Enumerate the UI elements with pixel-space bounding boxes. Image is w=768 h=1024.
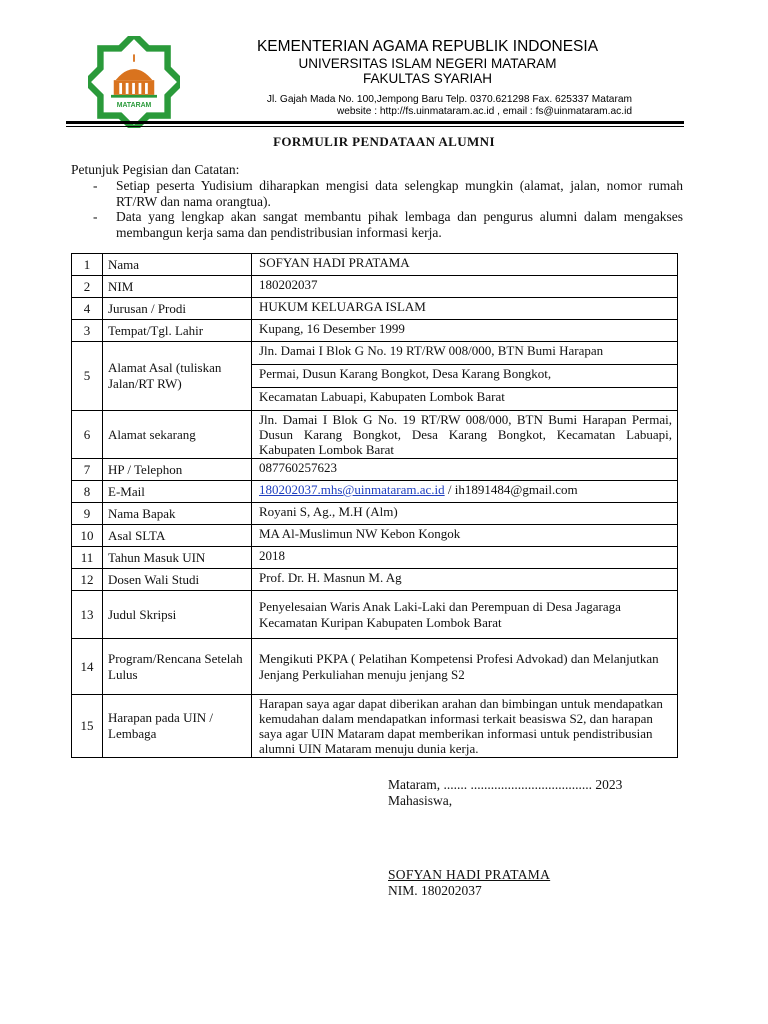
university-name: UNIVERSITAS ISLAM NEGERI MATARAM [298,56,557,71]
field-label: Asal SLTA [103,525,252,547]
address-line: Permai, Dusun Karang Bongkot, Desa Karang Bongkot, [252,365,677,388]
field-label: Harapan pada UIN / Lembaga [103,695,252,758]
field-label: Nama [103,254,252,276]
row-number: 4 [72,298,103,320]
signer-nim: NIM. 180202037 [388,883,482,898]
row-number: 3 [72,320,103,342]
row-number: 15 [72,695,103,758]
row-number: 10 [72,525,103,547]
instruction-text: Setiap peserta Yudisium diharapkan mengisi data selengkap mungkin (alamat, jalan, nomor rumah RT/RW dan nama orangtua). [116,178,683,209]
row-number: 1 [72,254,103,276]
row-number: 11 [72,547,103,569]
table-row [72,503,678,525]
letterhead [215,38,640,118]
letterhead-rule-thick [66,121,684,124]
row-number: 12 [72,569,103,591]
field-value-jurusan: HUKUM KELUARGA ISLAM [252,298,678,320]
field-label: Nama Bapak [103,503,252,525]
instructions-list [71,178,683,240]
table-row [72,547,678,569]
field-value-email [252,481,678,503]
field-label: E-Mail [103,481,252,503]
field-label: Tempat/Tgl. Lahir [103,320,252,342]
instruction-item [71,209,683,240]
field-value-alamat-sekarang: Jln. Damai I Blok G No. 19 RT/RW 008/000, BTN Bumi Harapan Permai, Dusun Karang Bongkot, Desa Karang Bongkot, Kecamatan Labuapi, Kabupaten Lombok Barat [252,411,678,459]
instruction-text: Data yang lengkap akan sangat membantu pihak lembaga dan pengurus alumni dalam mengakses membangun kerja sama dan pendistribusian informasi kerja. [116,209,683,240]
field-label: Tahun Masuk UIN [103,547,252,569]
letterhead-rule-thin [66,126,684,127]
row-number: 7 [72,459,103,481]
logo-text: MATARAM [116,101,152,109]
signer-name: SOFYAN HADI PRATAMA [388,867,551,882]
address-line: Kecamatan Labuapi, Kabupaten Lombok Barat [259,389,505,404]
table-row [72,695,678,758]
bullet-dash: - [93,178,98,193]
instruction-item [71,178,683,209]
field-value-alamat-asal [252,342,678,411]
field-value-nama: SOFYAN HADI PRATAMA [252,254,678,276]
field-value-dosen: Prof. Dr. H. Masnun M. Ag [252,569,678,591]
field-value-ttl: Kupang, 16 Desember 1999 [252,320,678,342]
field-value-tahun-masuk: 2018 [252,547,678,569]
field-value-hp: 087760257623 [252,459,678,481]
field-value-slta: MA Al-Muslimun NW Kebon Kongok [252,525,678,547]
table-row [72,639,678,695]
table-row [72,481,678,503]
table-row [72,525,678,547]
table-row [72,320,678,342]
row-number: 9 [72,503,103,525]
field-value-rencana: Mengikuti PKPA ( Pelatihan Kompetensi Profesi Advokad) dan Melanjutkan Jenjang Perkuliahan menuju jenjang S2 [252,639,678,695]
row-number: 6 [72,411,103,459]
field-label: Alamat sekarang [103,411,252,459]
table-row [72,298,678,320]
signature-block [388,777,622,899]
field-value-skripsi: Penyelesaian Waris Anak Laki-Laki dan Perempuan di Desa Jagaraga Kecamatan Kuripan Kabupaten Lombok Barat [252,591,678,639]
table-row [72,459,678,481]
ministry-name: KEMENTERIAN AGAMA REPUBLIK INDONESIA [256,38,599,55]
field-label: NIM [103,276,252,298]
row-number: 8 [72,481,103,503]
field-value-nim: 180202037 [252,276,678,298]
address-line: Jln. Damai I Blok G No. 19 RT/RW 008/000, BTN Bumi Harapan [252,342,677,365]
field-value-bapak: Royani S, Ag., M.H (Alm) [252,503,678,525]
website-line: website : http://fs.uinmataram.ac.id , email : fs@uinmataram.ac.id [336,106,632,117]
field-label: Program/Rencana Setelah Lulus [103,639,252,695]
field-label: Alamat Asal (tuliskan Jalan/RT RW) [103,342,252,411]
field-label: Judul Skripsi [103,591,252,639]
table-row [72,276,678,298]
field-value-harapan: Harapan saya agar dapat diberikan arahan dan bimbingan untuk mendapatkan kemudahan dalam mendapatkan informasi terkait beasiswa S2, dan harapan saya agar UIN Mataram dapat memberikan informasi untuk pendistribusian alumni UIN Mataram menuju dunia kerja. [252,695,678,758]
row-number: 14 [72,639,103,695]
field-label: Dosen Wali Studi [103,569,252,591]
bullet-dash: - [93,209,98,224]
table-row [72,591,678,639]
form-title: FORMULIR PENDATAAN ALUMNI [273,134,495,149]
address-line: Jl. Gajah Mada No. 100,Jempong Baru Telp. 0370.621298 Fax. 625337 Mataram [266,94,632,105]
row-number: 13 [72,591,103,639]
faculty-name: FAKULTAS SYARIAH [362,71,493,86]
table-row [72,569,678,591]
table-row [72,342,678,411]
row-number: 5 [72,342,103,411]
row-number: 2 [72,276,103,298]
email-alt: / ih1891484@gmail.com [444,482,578,497]
university-logo-icon [88,36,180,128]
table-row [72,254,678,276]
alumni-data-table [71,253,678,758]
field-label: HP / Telephon [103,459,252,481]
email-link[interactable]: 180202037.mhs@uinmataram.ac.id [259,482,445,497]
signer-role: Mahasiswa, [388,793,453,808]
place-date: Mataram, ....... .................................... 2023 [388,777,623,792]
instructions-heading: Petunjuk Pegisian dan Catatan: [71,162,240,177]
field-label: Jurusan / Prodi [103,298,252,320]
table-row [72,411,678,459]
